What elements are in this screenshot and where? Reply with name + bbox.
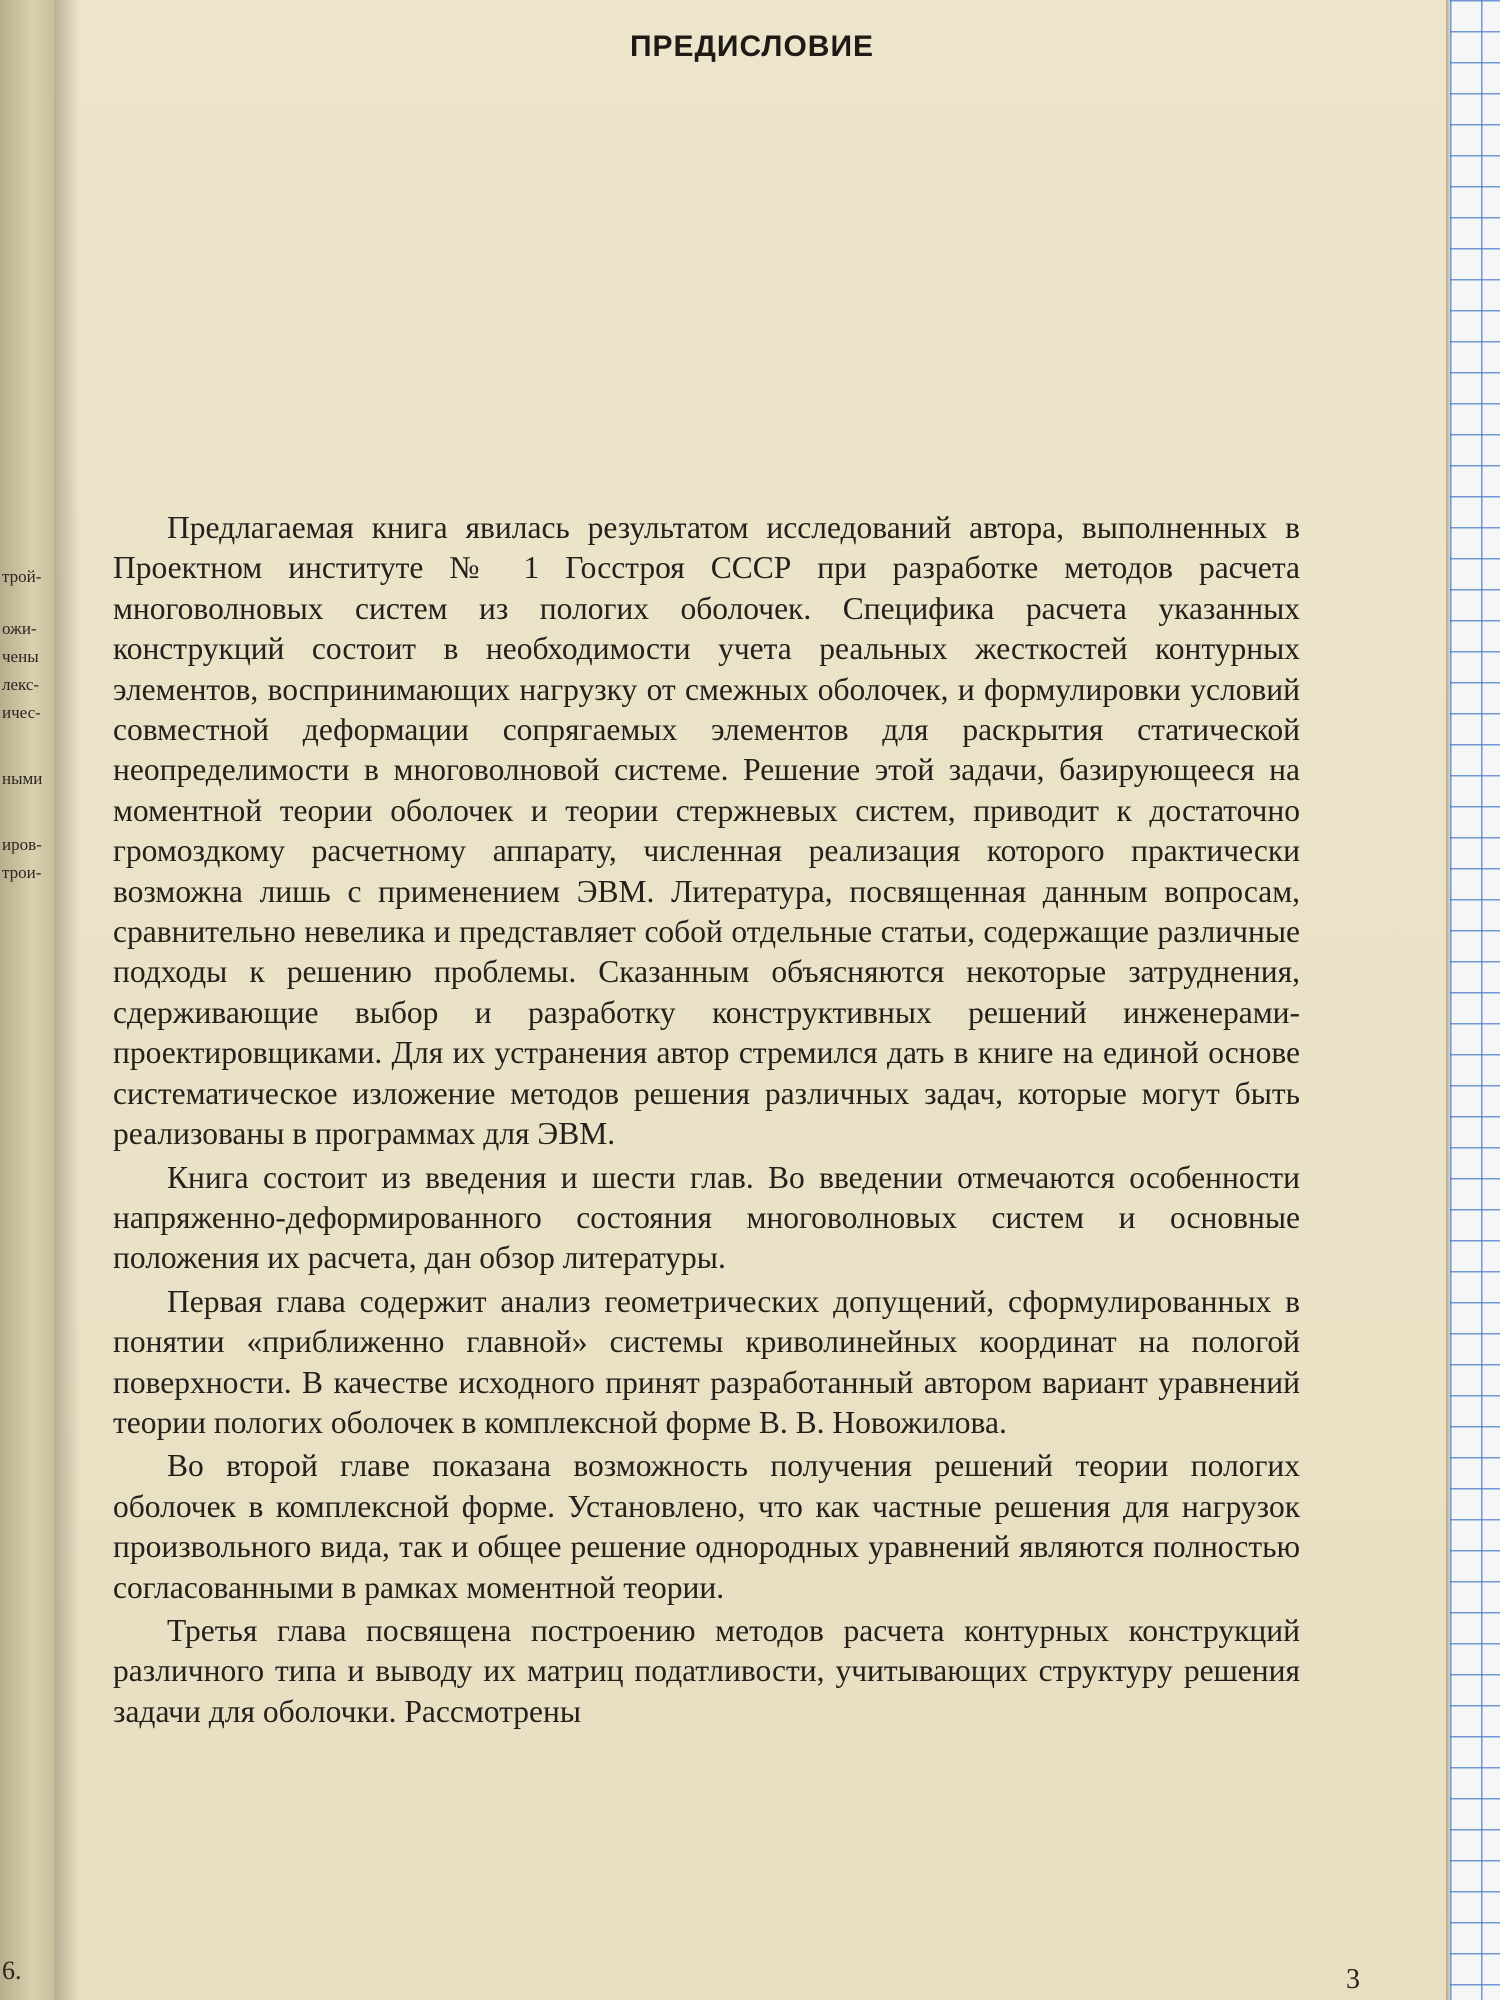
- page-number: 3: [1346, 1964, 1360, 1995]
- paragraph: Предлагаемая книга явилась результатом исследований автора, выполненных в Проектном институте № 1 Госстроя СССР при разработке методов расчета многоволновых систем из пологих оболочек. Специфика расчета указанных конструкций состоит в необходимости учета реальных жесткостей контурных элементов, воспринимающих нагрузку от смежных оболочек, и формулировки условий совместной деформации сопрягаемых элементов для раскрытия статической неопределимости в многоволновой системе. Решение этой задачи, базирующееся на моментной теории оболочек и теории стержневых систем, приводит к достаточно громоздкому расчетному аппарату, численная реализация которого практически возможна лишь с применением ЭВМ. Литература, посвященная данным вопросам, сравнительно невелика и представляет собой отдельные статьи, содержащие различные подходы к решению проблемы. Сказанным объясняются некоторые затруднения, сдерживающие выбор и разработку конструктивных решений инженерами-проектировщиками. Для их устранения автор стремился дать в книге на единой основе систематическое изложение методов решения различных задач, которые могут быть реализованы в программах для ЭВМ.: [113, 510, 1300, 1152]
- left-page-fragment: ичес-: [2, 703, 41, 722]
- left-page-fragment: 6.: [2, 1956, 22, 1985]
- paragraph: Во второй главе показана возможность получения решений теории пологих оболочек в комплексной форме. Установлено, что как частные решения для нагрузок произвольного вида, так и общее решение однородных уравнений являются полностью согласованными в рамках моментной теории.: [113, 1448, 1300, 1605]
- page-title: ПРЕДИСЛОВИЕ: [629, 30, 875, 63]
- paragraph: Книга состоит из введения и шести глав. Во введении отмечаются особенности напряженно-деформированного состояния многоволновых систем и основные положения их расчета, дан обзор литературы.: [113, 1159, 1300, 1276]
- paragraph: Третья глава посвящена построению методов расчета контурных конструкций различного типа и выводу их матриц податливости, учитывающих структуру решения задачи для оболочки. Рассмотрены: [113, 1612, 1300, 1729]
- left-page-fragment: чены: [2, 647, 39, 666]
- left-page-fragment: иров-: [2, 835, 42, 854]
- left-page-fragment: ожи-: [2, 619, 37, 638]
- preface-text: [113, 508, 1300, 1735]
- gutter-shadow: [54, 0, 80, 2000]
- paragraph: Первая глава содержит анализ геометрических допущений, сформулированных в понятии «приближенно главной» системы криволинейных координат на пологой поверхности. В качестве исходного принят разработанный автором вариант уравнений теории пологих оболочек в комплексной форме В. В. Новожилова.: [113, 1283, 1300, 1440]
- left-page-fragment: трой-: [2, 567, 42, 586]
- left-page-fragment: лекс-: [2, 675, 40, 694]
- left-page-fragment: трои-: [2, 863, 42, 882]
- left-page-fragment: ными: [2, 769, 43, 788]
- graph-paper-background: [1450, 0, 1500, 2000]
- previous-page-edge: [0, 0, 54, 2000]
